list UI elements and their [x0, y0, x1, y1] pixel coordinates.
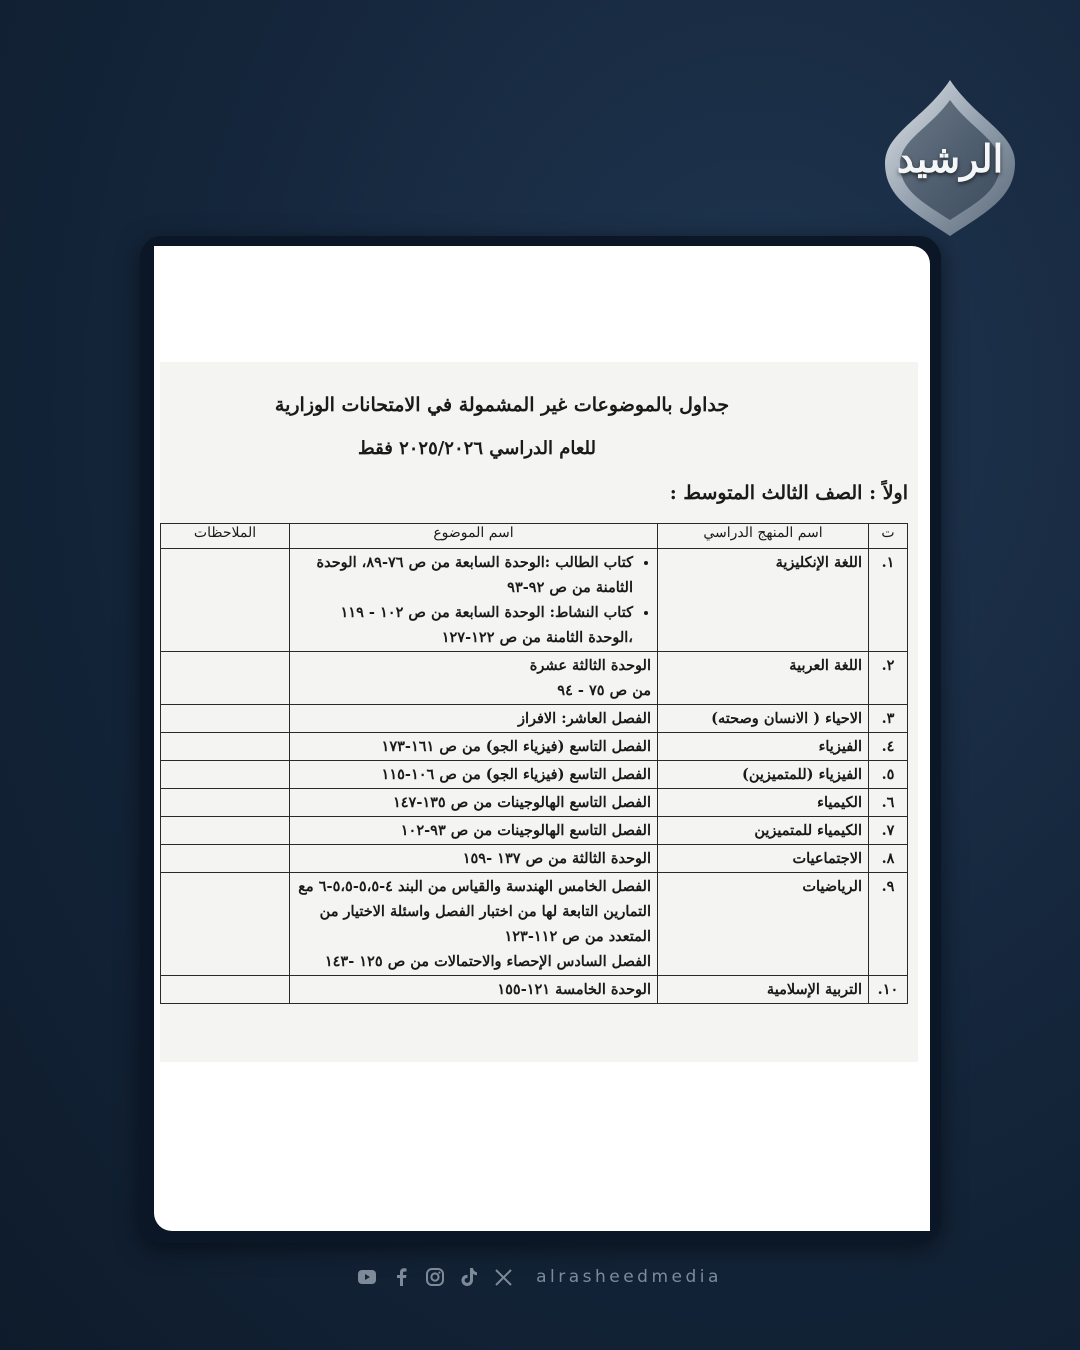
- social-footer: [0, 1264, 1080, 1290]
- row-topic: [290, 549, 658, 652]
- row-subject: اللغة الإنكليزية: [658, 549, 869, 652]
- document-paper: [154, 246, 930, 1231]
- row-subject: الفيزياء (للمتميزين): [658, 761, 869, 789]
- row-topic: الوحدة الخامسة ١٢١-١٥٥: [290, 976, 658, 1004]
- youtube-icon[interactable]: [358, 1268, 376, 1286]
- document-subtitle: للعام الدراسي ٢٠٢٥/٢٠٢٦ فقط: [358, 438, 596, 459]
- row-subject: الفيزياء: [658, 733, 869, 761]
- row-topic: الفصل الخامس الهندسة والقياس من البند ٤-٥،٥-٥،٥-٦ مع التمارين التابعة لها من اختبار الفصل واسئلة الاختيار من المتعدد من ص ١١٢-١٢٣ الفصل السادس الإحصاء والاحتمالات من ص ١٢٥ -١٤٣: [290, 873, 658, 976]
- row-topic: الفصل العاشر: الافراز: [290, 705, 658, 733]
- table-row: [161, 549, 908, 652]
- row-num: ٦.: [869, 789, 908, 817]
- facebook-icon[interactable]: [392, 1268, 410, 1286]
- row-num: ٩.: [869, 873, 908, 976]
- subjects-table: [160, 523, 908, 1004]
- row-subject: الكيمياء للمتميزين: [658, 817, 869, 845]
- instagram-icon[interactable]: [426, 1268, 444, 1286]
- row-notes: [161, 733, 290, 761]
- logo-text: الرشيد: [896, 136, 1004, 181]
- row-num: ٧.: [869, 817, 908, 845]
- topic-bullet: • كتاب الطالب :الوحدة السابعة من ص ٧٦-٨٩، الوحدة الثامنة من ص ٩٢-٩٣: [296, 550, 633, 600]
- tiktok-icon[interactable]: [460, 1268, 478, 1286]
- row-subject: الكيمياء: [658, 789, 869, 817]
- col-header-topic: اسم الموضوع: [290, 524, 658, 549]
- col-header-num: ت: [869, 524, 908, 549]
- row-num: ٤.: [869, 733, 908, 761]
- table-row: [161, 873, 908, 976]
- row-num: ٢.: [869, 652, 908, 705]
- table-row: [161, 817, 908, 845]
- x-icon[interactable]: [494, 1268, 512, 1286]
- row-topic: الفصل التاسع الهالوجينات من ص ١٣٥-١٤٧: [290, 789, 658, 817]
- row-notes: [161, 845, 290, 873]
- row-subject: الاجتماعيات: [658, 845, 869, 873]
- row-subject: اللغة العربية: [658, 652, 869, 705]
- row-subject: الرياضيات: [658, 873, 869, 976]
- row-notes: [161, 873, 290, 976]
- row-notes: [161, 652, 290, 705]
- table-row: [161, 789, 908, 817]
- col-header-notes: الملاحظات: [161, 524, 290, 549]
- topic-bullet: • كتاب النشاط: الوحدة السابعة من ص ١٠٢ - ١١٩ ،الوحدة الثامنة من ص ١٢٢-١٢٧: [296, 600, 633, 650]
- row-num: ٥.: [869, 761, 908, 789]
- row-notes: [161, 976, 290, 1004]
- row-subject: التربية الإسلامية: [658, 976, 869, 1004]
- table-row: [161, 705, 908, 733]
- row-topic: الوحدة الثالثة من ص ١٣٧ -١٥٩: [290, 845, 658, 873]
- row-topic: الفصل التاسع الهالوجينات من ص ٩٣-١٠٢: [290, 817, 658, 845]
- document-title: جداول بالموضوعات غير المشمولة في الامتحانات الوزارية: [274, 394, 730, 416]
- row-topic: الوحدة الثالثة عشرة من ص ٧٥ - ٩٤: [290, 652, 658, 705]
- row-notes: [161, 549, 290, 652]
- section-heading: اولاً : الصف الثالث المتوسط :: [669, 482, 908, 504]
- row-notes: [161, 789, 290, 817]
- table-row: [161, 761, 908, 789]
- row-notes: [161, 817, 290, 845]
- row-num: ١٠.: [869, 976, 908, 1004]
- row-notes: [161, 705, 290, 733]
- social-handle[interactable]: alrasheedmedia: [536, 1267, 722, 1287]
- brand-logo: [880, 78, 1020, 238]
- table-row: [161, 845, 908, 873]
- row-notes: [161, 761, 290, 789]
- row-subject: الاحياء ( الانسان وصحته): [658, 705, 869, 733]
- table-row: [161, 733, 908, 761]
- row-num: ٨.: [869, 845, 908, 873]
- row-topic: الفصل التاسع (فيزياء الجو) من ص ١٦١-١٧٣: [290, 733, 658, 761]
- table-row: [161, 652, 908, 705]
- table-header-row: [161, 524, 908, 549]
- row-num: ٣.: [869, 705, 908, 733]
- col-header-subject: اسم المنهج الدراسي: [658, 524, 869, 549]
- table-row: [161, 976, 908, 1004]
- row-topic: الفصل التاسع (فيزياء الجو) من ص ١٠٦-١١٥: [290, 761, 658, 789]
- row-num: ١.: [869, 549, 908, 652]
